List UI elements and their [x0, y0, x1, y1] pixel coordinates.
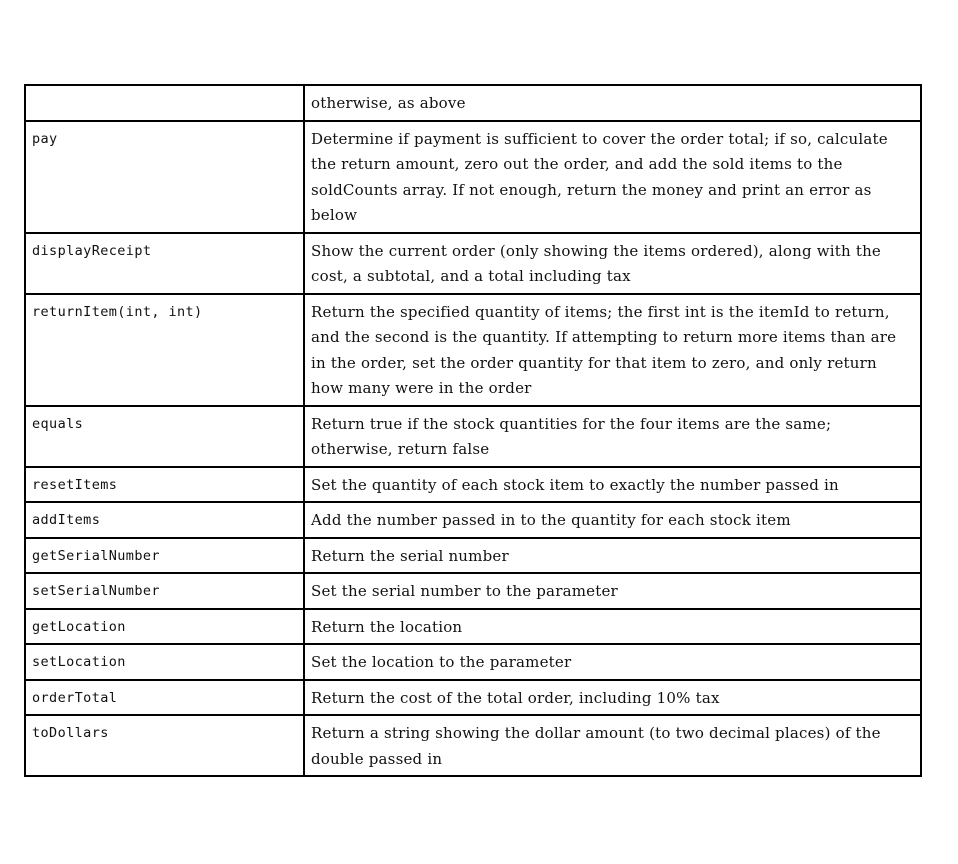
- method-name-cell: [25, 85, 304, 121]
- method-description-cell: Return the cost of the total order, including 10% tax: [304, 680, 921, 716]
- table-row: [25, 406, 921, 467]
- table-row: [25, 573, 921, 609]
- method-name-cell: equals: [25, 406, 304, 467]
- table-row: [25, 502, 921, 538]
- method-name-cell: addItems: [25, 502, 304, 538]
- method-name-cell: setLocation: [25, 644, 304, 680]
- method-description-cell: Determine if payment is sufficient to cover the order total; if so, calculate the return amount, zero out the order, and add the sold items to the soldCounts array. If not enough, return the money and print an error as below: [304, 121, 921, 233]
- table-row: [25, 121, 921, 233]
- method-name-cell: returnItem(int, int): [25, 294, 304, 406]
- table-body: [25, 85, 921, 776]
- method-name-cell: pay: [25, 121, 304, 233]
- method-description-cell: Set the serial number to the parameter: [304, 573, 921, 609]
- method-description-cell: otherwise, as above: [304, 85, 921, 121]
- method-description-table: [24, 84, 922, 777]
- method-name-cell: getLocation: [25, 609, 304, 645]
- table-row: [25, 680, 921, 716]
- method-description-cell: Set the quantity of each stock item to exactly the number passed in: [304, 467, 921, 503]
- method-name-cell: setSerialNumber: [25, 573, 304, 609]
- table-row: [25, 233, 921, 294]
- method-description-cell: Set the location to the parameter: [304, 644, 921, 680]
- table-row: [25, 467, 921, 503]
- method-name-cell: displayReceipt: [25, 233, 304, 294]
- method-description-cell: Return a string showing the dollar amount (to two decimal places) of the double passed in: [304, 715, 921, 776]
- table-row: [25, 294, 921, 406]
- method-description-cell: Return the serial number: [304, 538, 921, 574]
- method-name-cell: toDollars: [25, 715, 304, 776]
- method-description-cell: Show the current order (only showing the items ordered), along with the cost, a subtotal, and a total including tax: [304, 233, 921, 294]
- method-name-cell: getSerialNumber: [25, 538, 304, 574]
- table-row: [25, 85, 921, 121]
- table-row: [25, 644, 921, 680]
- method-name-cell: resetItems: [25, 467, 304, 503]
- table-row: [25, 538, 921, 574]
- table-row: [25, 609, 921, 645]
- method-description-cell: Return the specified quantity of items; the first int is the itemId to return, and the second is the quantity. If attempting to return more items than are in the order, set the order quantity for that item to zero, and only return how many were in the order: [304, 294, 921, 406]
- method-description-cell: Return the location: [304, 609, 921, 645]
- method-name-cell: orderTotal: [25, 680, 304, 716]
- table-row: [25, 715, 921, 776]
- method-description-cell: Return true if the stock quantities for the four items are the same; otherwise, return false: [304, 406, 921, 467]
- method-description-cell: Add the number passed in to the quantity for each stock item: [304, 502, 921, 538]
